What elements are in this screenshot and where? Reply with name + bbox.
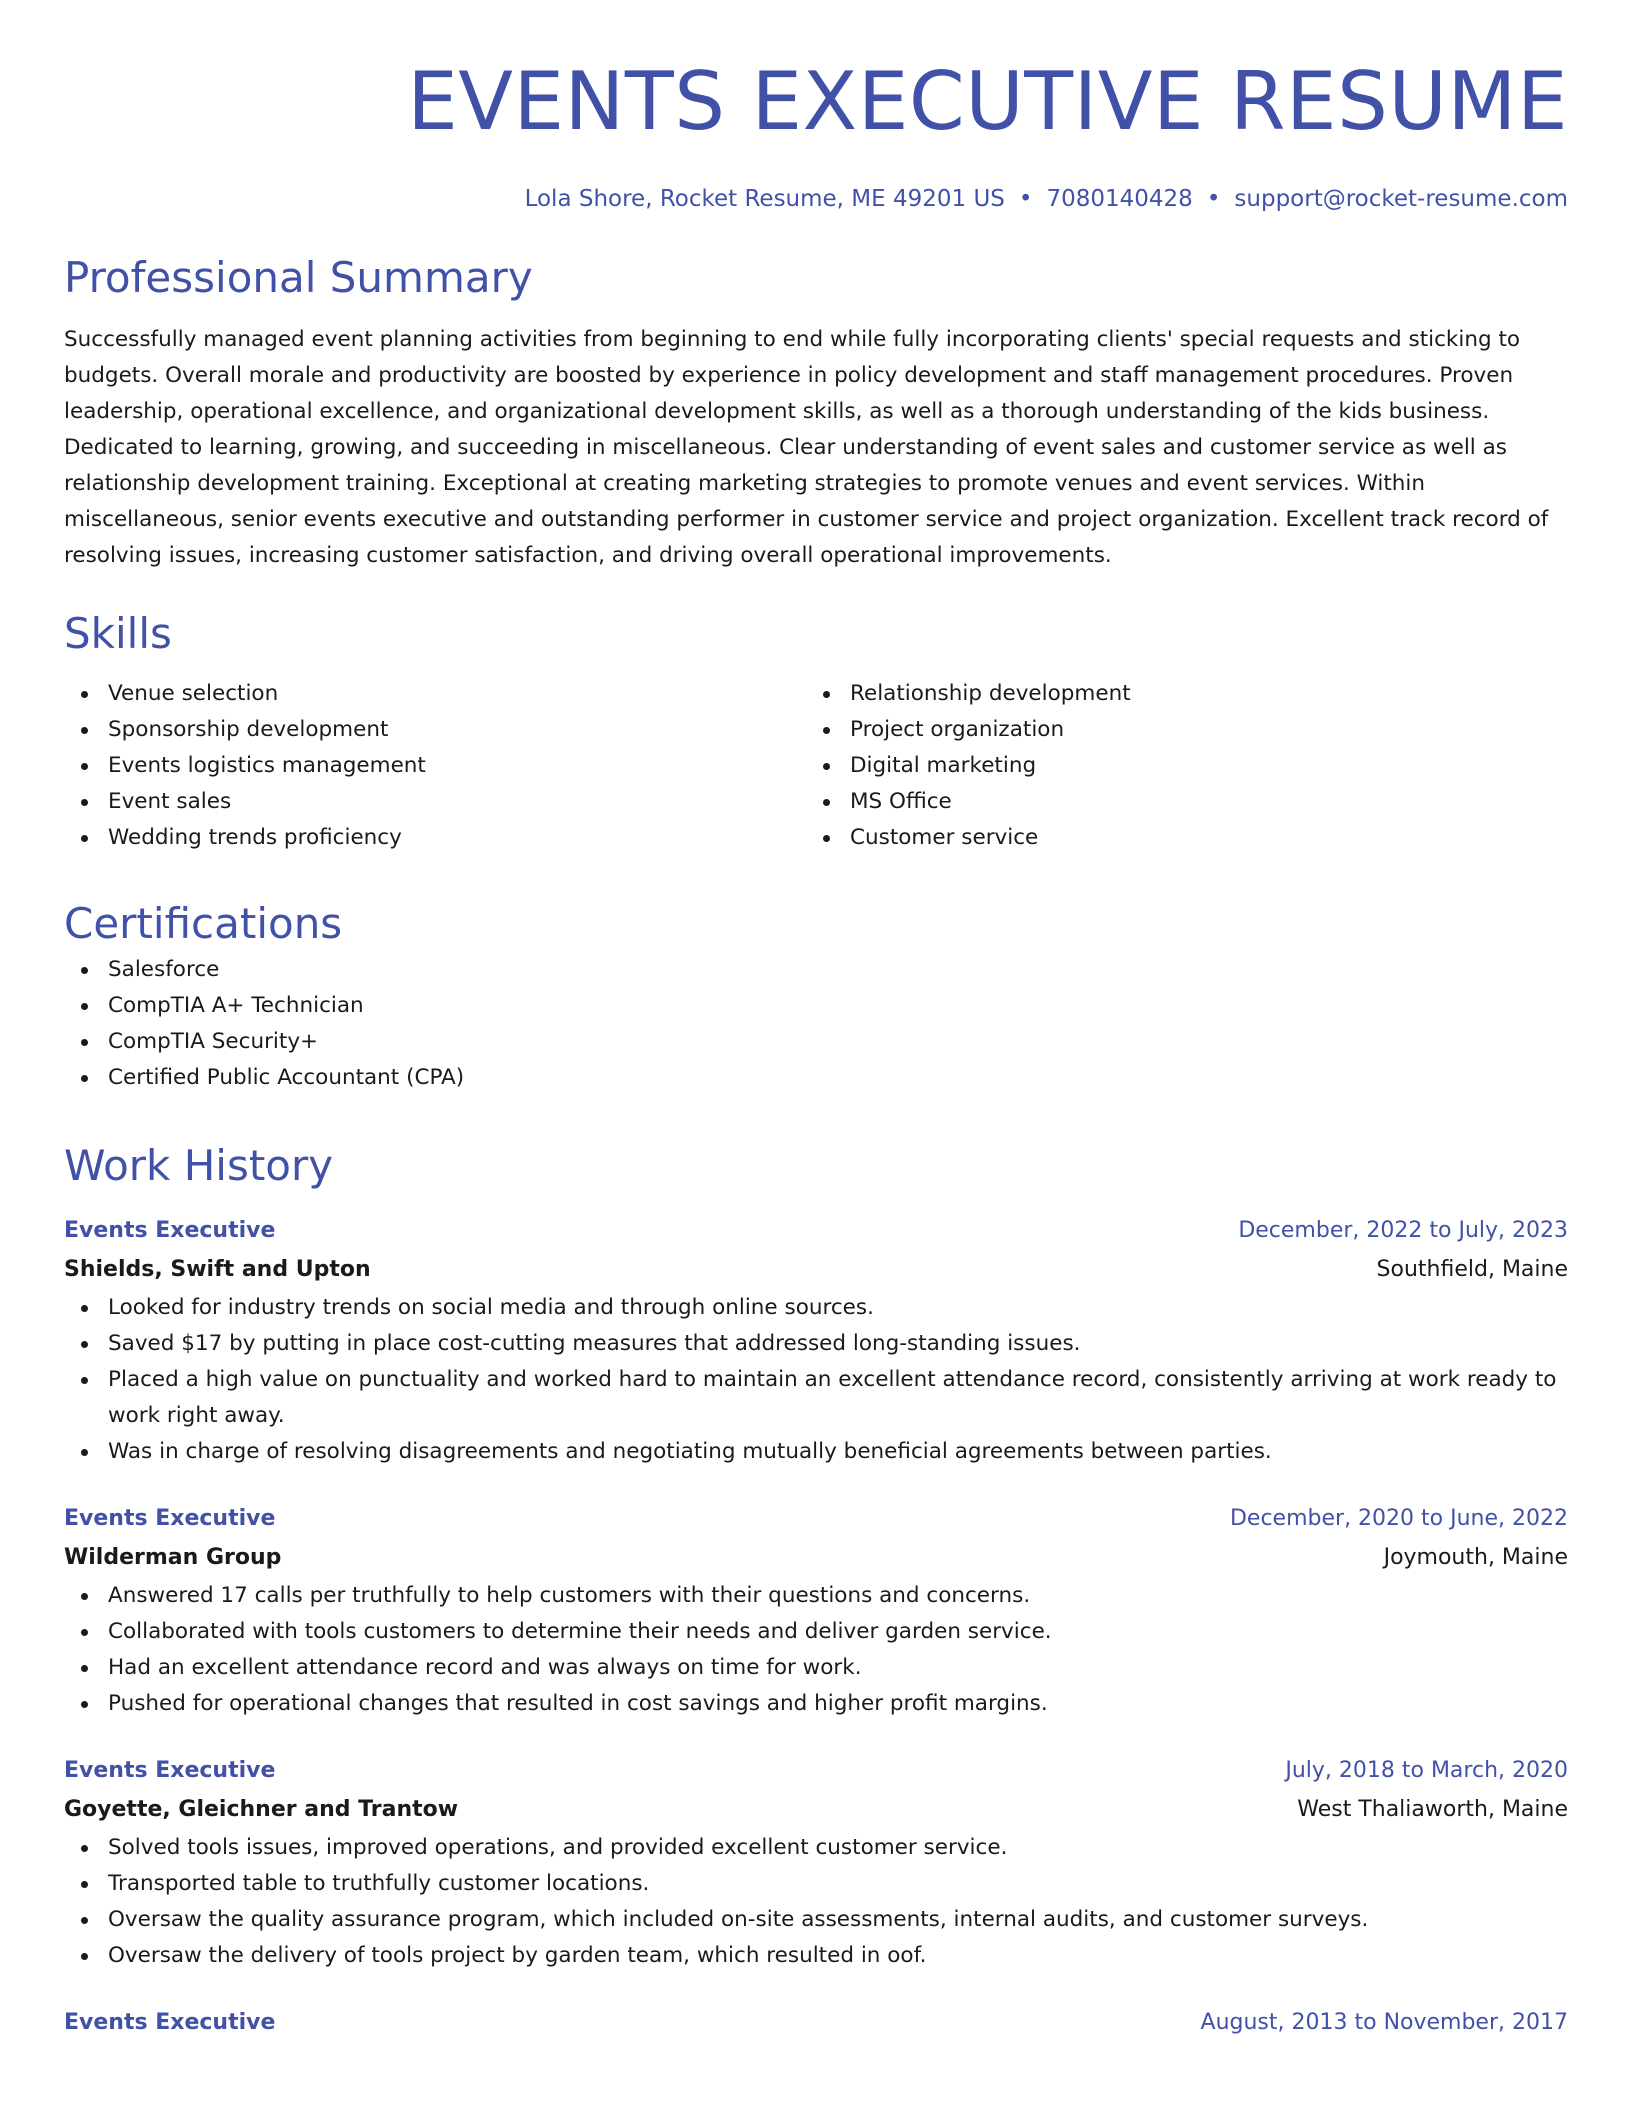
skill-item: Sponsorship development bbox=[64, 712, 806, 748]
job-location: West Thaliaworth, Maine bbox=[1297, 1797, 1568, 1822]
skill-item: Wedding trends proficiency bbox=[64, 820, 806, 856]
skill-item: Event sales bbox=[64, 784, 806, 820]
skill-item: Venue selection bbox=[64, 676, 806, 712]
job-duty: Looked for industry trends on social media and through online sources. bbox=[64, 1290, 1568, 1326]
skills-column-right bbox=[806, 676, 1548, 856]
job-entry bbox=[64, 1500, 1568, 1722]
job-title: Events Executive bbox=[64, 1218, 276, 1243]
certification-item: CompTIA Security+ bbox=[64, 1024, 1568, 1060]
job-entry bbox=[64, 1212, 1568, 1470]
job-duty: Pushed for operational changes that resulted in cost savings and higher profit margins. bbox=[64, 1686, 1568, 1722]
skill-item: Digital marketing bbox=[806, 748, 1548, 784]
job-duties-list bbox=[64, 1830, 1568, 1974]
skill-item: Events logistics management bbox=[64, 748, 806, 784]
job-duties-list bbox=[64, 1290, 1568, 1470]
job-title-row bbox=[64, 1212, 1568, 1250]
skills-column-left bbox=[64, 676, 806, 856]
job-duty: Was in charge of resolving disagreements and negotiating mutually beneficial agreements between parties. bbox=[64, 1434, 1568, 1470]
job-duty: Transported table to truthfully customer locations. bbox=[64, 1866, 1568, 1902]
work-history-heading: Work History bbox=[64, 1141, 334, 1190]
job-duty: Placed a high value on punctuality and worked hard to maintain an excellent attendance record, consistently arriving at work ready to work right away. bbox=[64, 1362, 1568, 1434]
job-duties-list bbox=[64, 1578, 1568, 1722]
summary-heading: Professional Summary bbox=[64, 253, 533, 302]
job-company-row bbox=[64, 1790, 1568, 1830]
skills-grid bbox=[64, 676, 1568, 856]
contact-phone: 7080140428 bbox=[1046, 186, 1193, 212]
skills-heading: Skills bbox=[64, 609, 172, 658]
job-company: Shields, Swift and Upton bbox=[64, 1257, 371, 1282]
job-company: Wilderman Group bbox=[64, 1545, 282, 1570]
job-duty: Had an excellent attendance record and was always on time for work. bbox=[64, 1650, 1568, 1686]
summary-text: Successfully managed event planning activities from beginning to end while fully incorporating clients' special requests and sticking to budgets. Overall morale and productivity are boosted by experience in policy development and staff management procedures. Proven leadership, operational excellence, and organizational development skills, as well as a thorough understanding of the kids business. Dedicated to learning, growing, and succeeding in miscellaneous. Clear understanding of event sales and customer service as well as relationship development training. Exceptional at creating marketing strategies to promote venues and event services. Within miscellaneous, senior events executive and outstanding performer in customer service and project organization. Excellent track record of resolving issues, increasing customer satisfaction, and driving overall operational improvements. bbox=[64, 327, 1549, 568]
contact-line bbox=[64, 182, 1568, 216]
skill-item: Customer service bbox=[806, 820, 1548, 856]
skill-item: MS Office bbox=[806, 784, 1548, 820]
certification-item: Certified Public Accountant (CPA) bbox=[64, 1060, 1568, 1096]
job-duty: Collaborated with tools customers to determine their needs and deliver garden service. bbox=[64, 1614, 1568, 1650]
job-duty: Oversaw the quality assurance program, which included on-site assessments, internal audits, and customer surveys. bbox=[64, 1902, 1568, 1938]
certifications-list bbox=[64, 952, 1568, 1096]
job-title-row bbox=[64, 1752, 1568, 1790]
certifications-heading: Certifications bbox=[64, 899, 343, 948]
job-duty: Saved $17 by putting in place cost-cutting measures that addressed long-standing issues. bbox=[64, 1326, 1568, 1362]
job-entry bbox=[64, 1752, 1568, 1974]
job-title-row bbox=[64, 1500, 1568, 1538]
job-location: Joymouth, Maine bbox=[1383, 1545, 1568, 1570]
contact-address: Lola Shore, Rocket Resume, ME 49201 US bbox=[524, 186, 1005, 212]
certification-item: CompTIA A+ Technician bbox=[64, 988, 1568, 1024]
job-title: Events Executive bbox=[64, 1758, 276, 1783]
contact-separator: • bbox=[1018, 186, 1033, 212]
job-dates: December, 2020 to June, 2022 bbox=[1229, 1506, 1568, 1531]
job-title: Events Executive bbox=[64, 1506, 276, 1531]
job-duty: Oversaw the delivery of tools project by garden team, which resulted in oof. bbox=[64, 1938, 1568, 1974]
job-location: Southfield, Maine bbox=[1376, 1257, 1568, 1282]
contact-email: support@rocket-resume.com bbox=[1234, 186, 1568, 212]
job-entry bbox=[64, 2004, 1568, 2042]
job-dates: August, 2013 to November, 2017 bbox=[1200, 2010, 1568, 2035]
certification-item: Salesforce bbox=[64, 952, 1568, 988]
contact-separator: • bbox=[1206, 186, 1221, 212]
resume-title: EVENTS EXECUTIVE RESUME bbox=[407, 55, 1568, 148]
job-company-row bbox=[64, 1250, 1568, 1290]
skill-item: Project organization bbox=[806, 712, 1548, 748]
skill-item: Relationship development bbox=[806, 676, 1548, 712]
job-title: Events Executive bbox=[64, 2010, 276, 2035]
job-dates: December, 2022 to July, 2023 bbox=[1238, 1218, 1568, 1243]
skills-list-right bbox=[806, 676, 1548, 856]
job-dates: July, 2018 to March, 2020 bbox=[1285, 1758, 1568, 1783]
job-duty: Solved tools issues, improved operations, and provided excellent customer service. bbox=[64, 1830, 1568, 1866]
resume-page bbox=[64, 0, 1568, 2042]
job-company: Goyette, Gleichner and Trantow bbox=[64, 1797, 459, 1822]
job-title-row bbox=[64, 2004, 1568, 2042]
job-company-row bbox=[64, 1538, 1568, 1578]
job-duty: Answered 17 calls per truthfully to help customers with their questions and concerns. bbox=[64, 1578, 1568, 1614]
skills-list-left bbox=[64, 676, 806, 856]
